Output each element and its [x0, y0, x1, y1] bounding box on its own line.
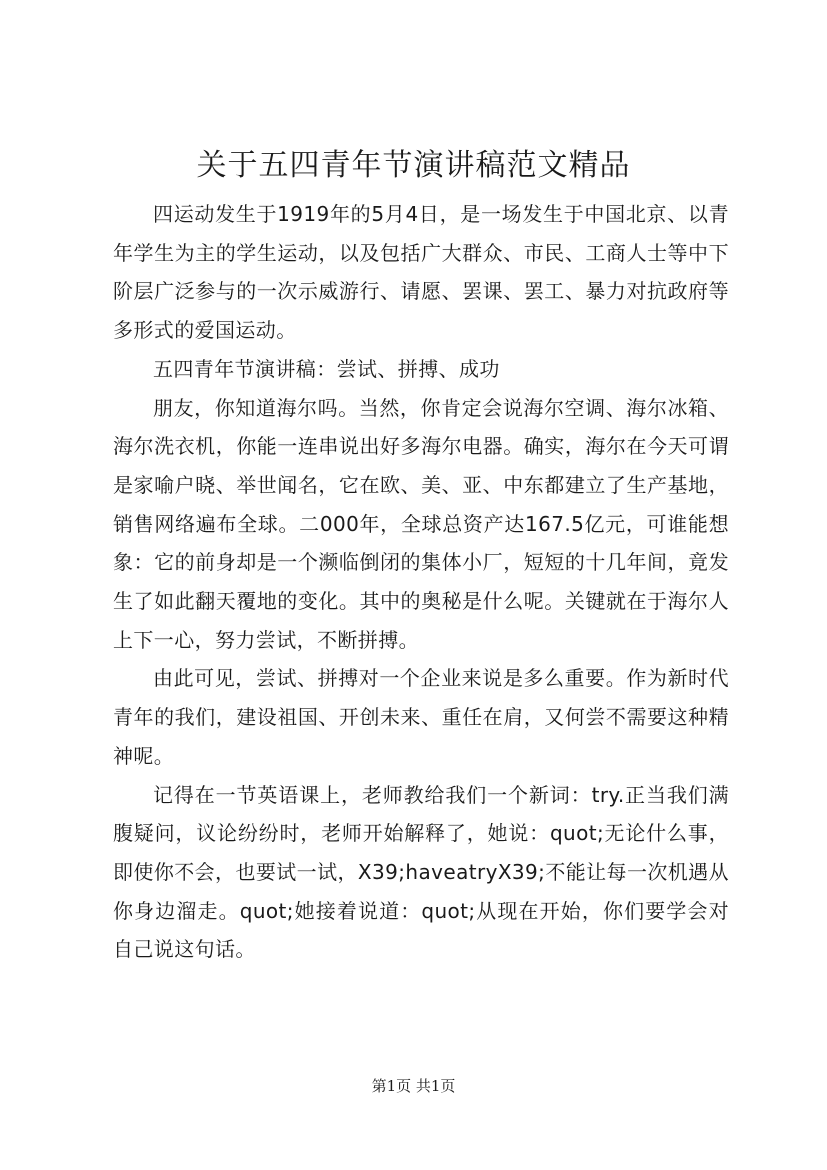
document-title: 关于五四青年节演讲稿范文精品: [196, 148, 631, 183]
document-body: [113, 195, 729, 969]
paragraph-english-class: 记得在一节英语课上，老师教给我们一个新词：try.正当我们满腹疑问，议论纷纷时，老师开始解释了，她说：quot;无论什么事，即使你不会，也要试一试，X39;haveatryX39;不能让每一次机遇从你身边溜走。quot;她接着说道：quot;从现在开始，你们要学会对自己说这句话。: [113, 782, 729, 962]
paragraph-speech-heading: 五四青年节演讲稿：尝试、拼搏、成功: [153, 356, 500, 381]
paragraph-conclusion: 由此可见，尝试、拼搏对一个企业来说是多么重要。作为新时代青年的我们，建设祖国、开创未来、重任在肩，又何尝不需要这种精神呢。: [113, 666, 729, 768]
page-footer: 第1页 共1页: [371, 1077, 456, 1095]
paragraph-may-fourth-intro: 四运动发生于1919年的5月4日，是一场发生于中国北京、以青年学生为主的学生运动，以及包括广大群众、市民、工商人士等中下阶层广泛参与的一次示威游行、请愿、罢课、罢工、暴力对抗政府等多形式的爱国运动。: [113, 202, 729, 343]
paragraph-haier-story: 朋友，你知道海尔吗。当然，你肯定会说海尔空调、海尔冰箱、海尔洗衣机，你能一连串说出好多海尔电器。确实，海尔在今天可谓是家喻户晓、举世闻名，它在欧、美、亚、中东都建立了生产基地，销售网络遍布全球。二000年，全球总资产达167.5亿元，可谁能想象：它的前身却是一个濒临倒闭的集体小厂，短短的十几年间，竟发生了如此翻天覆地的变化。其中的奥秘是什么呢。关键就在于海尔人上下一心，努力尝试，不断拼搏。: [113, 395, 729, 652]
